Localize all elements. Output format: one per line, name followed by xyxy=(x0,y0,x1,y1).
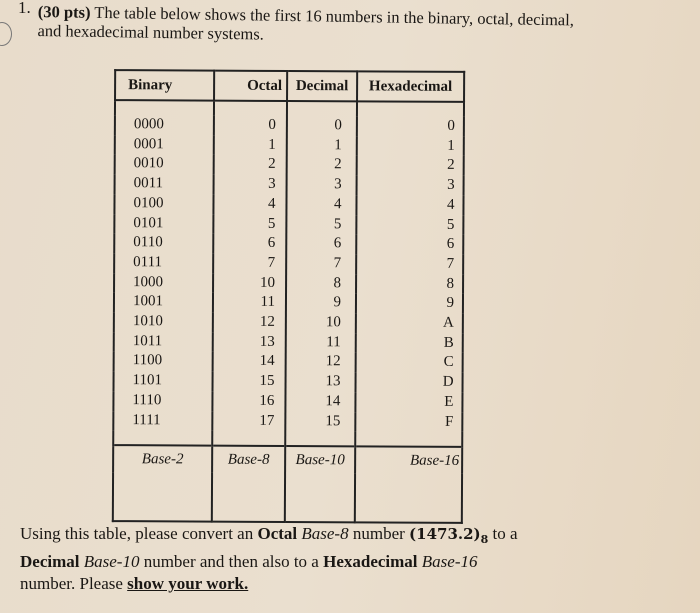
octal-cell: 5 xyxy=(213,214,286,234)
hex-cell: 6 xyxy=(356,235,463,255)
binary-cell: 0111 xyxy=(114,253,213,273)
octal-cell: 6 xyxy=(213,234,286,254)
table-row xyxy=(114,332,463,354)
decimal-cell: 8 xyxy=(286,274,356,294)
header-octal: Octal xyxy=(214,71,287,101)
base-16-label: Base-16 xyxy=(355,447,462,475)
table-row xyxy=(115,154,464,176)
hex-cell: 4 xyxy=(356,195,463,215)
octal-value-number: (1473.2) xyxy=(409,525,481,543)
octal-cell: 13 xyxy=(213,332,286,352)
question-part: number and then also to a xyxy=(143,552,319,571)
table-row xyxy=(114,233,463,255)
hex-cell: 7 xyxy=(356,254,463,274)
table-header-row xyxy=(115,70,464,102)
base-8-label: Base-8 xyxy=(212,446,285,473)
hex-cell: C xyxy=(356,353,463,373)
hex-cell: 8 xyxy=(356,274,463,294)
decimal-cell: 13 xyxy=(286,372,356,392)
header-decimal: Decimal xyxy=(287,71,357,101)
binary-cell: 1000 xyxy=(114,273,213,293)
decimal-cell: 10 xyxy=(286,313,356,333)
decimal-cell: 0 xyxy=(287,116,357,136)
problem-intro xyxy=(37,2,598,49)
decimal-cell: 6 xyxy=(286,234,356,254)
hex-cell: 1 xyxy=(357,136,464,156)
octal-cell: 1 xyxy=(214,135,287,155)
header-hexadecimal: Hexadecimal xyxy=(357,71,464,102)
question-decimal: Decimal xyxy=(20,552,80,571)
hex-cell: 5 xyxy=(356,215,463,235)
question-base8: Base-8 xyxy=(301,524,349,543)
octal-cell: 2 xyxy=(214,155,287,175)
decimal-cell: 7 xyxy=(286,254,356,274)
table-bottom xyxy=(113,472,462,523)
question-emphasis: show your work. xyxy=(127,574,249,593)
hex-cell: 2 xyxy=(357,156,464,176)
problem-points: (30 pts) xyxy=(37,2,91,22)
problem-intro-text: The table below shows the first 16 numbers in the binary, octal, decimal, and hexadecimal number systems. xyxy=(37,2,575,44)
table-row xyxy=(114,312,463,334)
question-part: to a xyxy=(492,524,518,543)
binary-cell: 1101 xyxy=(114,371,213,391)
question-text xyxy=(20,523,620,595)
binary-cell: 1110 xyxy=(113,391,212,411)
octal-cell: 7 xyxy=(213,254,286,274)
octal-cell: 12 xyxy=(213,313,286,333)
decimal-cell: 14 xyxy=(285,392,355,412)
decimal-cell: 3 xyxy=(287,175,357,195)
binary-cell: 0000 xyxy=(115,115,214,135)
margin-pencil-mark xyxy=(0,22,12,46)
question-hex: Hexadecimal xyxy=(323,552,418,571)
binary-cell: 0001 xyxy=(115,135,214,155)
octal-cell: 10 xyxy=(213,273,286,293)
question-base10: Base-10 xyxy=(83,552,140,571)
binary-cell: 0101 xyxy=(114,214,213,234)
decimal-cell: 1 xyxy=(287,136,357,156)
binary-cell: 0100 xyxy=(114,194,213,214)
hex-cell: 3 xyxy=(357,175,464,195)
hex-cell: F xyxy=(355,412,462,432)
base-10-label: Base-10 xyxy=(285,446,355,473)
octal-value-subscript: 8 xyxy=(480,533,489,546)
octal-cell: 14 xyxy=(213,352,286,372)
binary-cell: 0011 xyxy=(115,174,214,194)
binary-cell: 1001 xyxy=(114,292,213,312)
table-row xyxy=(113,411,462,433)
decimal-cell: 11 xyxy=(286,333,356,353)
octal-cell: 15 xyxy=(213,372,286,392)
question-part: Using this table, please convert an xyxy=(20,524,254,543)
question-base16: Base-16 xyxy=(421,552,478,571)
number-systems-table xyxy=(112,69,465,524)
octal-cell: 17 xyxy=(212,411,285,431)
octal-cell: 3 xyxy=(214,175,287,195)
problem-number: 1. xyxy=(18,0,31,17)
decimal-cell: 9 xyxy=(286,293,356,313)
binary-cell: 1010 xyxy=(114,312,213,332)
table-row xyxy=(114,292,463,314)
decimal-cell: 5 xyxy=(286,215,356,235)
binary-cell: 0110 xyxy=(114,233,213,253)
question-part: number. Please xyxy=(20,574,123,593)
table-row xyxy=(114,253,463,275)
table-row xyxy=(115,115,464,137)
hex-cell: 9 xyxy=(356,294,463,314)
octal-value xyxy=(409,525,489,546)
table-row xyxy=(114,194,463,216)
octal-cell: 0 xyxy=(214,116,287,136)
hex-cell: 0 xyxy=(357,116,464,136)
table-row xyxy=(113,391,462,413)
decimal-cell: 12 xyxy=(286,352,356,372)
table-row xyxy=(115,135,464,157)
table-row xyxy=(114,273,463,295)
question-octal: Octal xyxy=(257,524,298,543)
octal-cell: 16 xyxy=(212,391,285,411)
header-binary: Binary xyxy=(115,70,214,101)
hex-cell: E xyxy=(355,392,462,412)
hex-cell: A xyxy=(356,313,463,333)
hex-cell: B xyxy=(356,333,463,353)
table-row xyxy=(114,371,463,393)
decimal-cell: 2 xyxy=(287,155,357,175)
table-row xyxy=(114,214,463,236)
decimal-cell: 4 xyxy=(286,195,356,215)
octal-cell: 11 xyxy=(213,293,286,313)
octal-cell: 4 xyxy=(213,194,286,214)
table-row xyxy=(115,174,464,196)
binary-cell: 1111 xyxy=(113,411,212,431)
binary-cell: 1011 xyxy=(114,332,213,352)
table-row xyxy=(114,352,463,374)
decimal-cell: 15 xyxy=(285,412,355,432)
base-row xyxy=(113,445,462,474)
binary-cell: 0010 xyxy=(115,154,214,174)
binary-cell: 1100 xyxy=(114,352,213,372)
question-part: number xyxy=(352,524,405,543)
hex-cell: D xyxy=(356,372,463,392)
base-2-label: Base-2 xyxy=(113,445,212,473)
